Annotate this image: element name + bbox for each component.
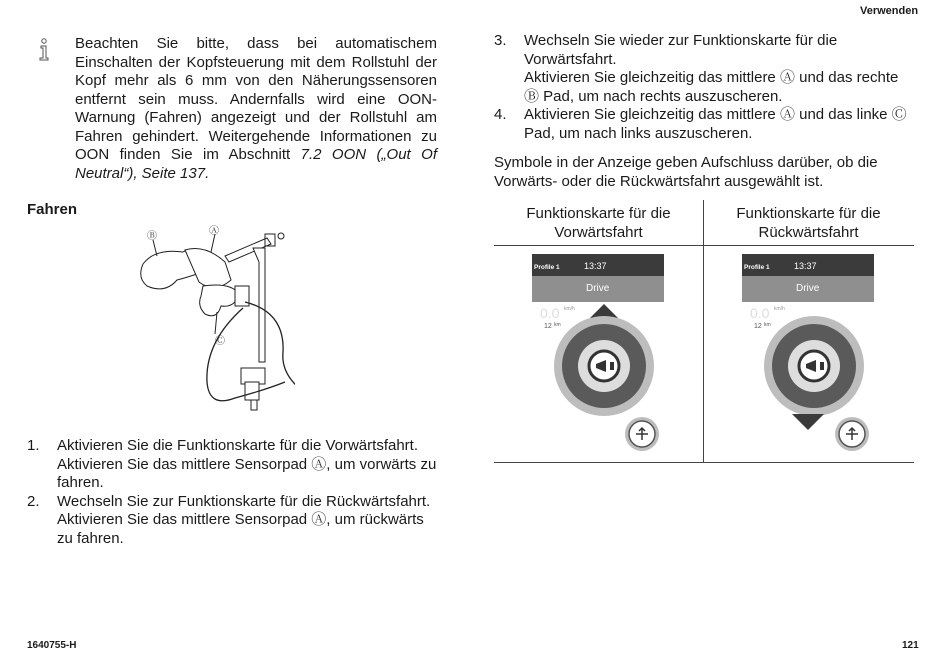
speed-unit: km/h bbox=[564, 306, 575, 312]
odometer-unit: km bbox=[554, 322, 561, 328]
clock-text: 13:37 bbox=[794, 261, 817, 271]
list-item bbox=[27, 437, 443, 493]
figure-label-c: Ⓒ bbox=[215, 336, 225, 347]
list-item bbox=[27, 493, 443, 549]
list-item bbox=[494, 32, 914, 106]
page-number: 121 bbox=[902, 640, 919, 651]
display-screen-forward bbox=[532, 254, 664, 454]
clock-text: 13:37 bbox=[584, 261, 607, 271]
step-number: 1. bbox=[27, 437, 40, 454]
speed-unit: km/h bbox=[774, 306, 785, 312]
speed-value: 0.0 bbox=[540, 305, 560, 321]
info-note bbox=[75, 35, 437, 183]
function-card-table bbox=[494, 200, 914, 463]
section-heading: Fahren bbox=[27, 201, 78, 218]
figure-label-a: Ⓐ bbox=[209, 226, 219, 237]
figure-label-b: Ⓑ bbox=[147, 231, 157, 242]
list-item bbox=[494, 106, 914, 143]
running-header: Verwenden bbox=[860, 5, 919, 17]
note-text: Beachten Sie bitte, dass bei automatischem Einschalten der Kopfsteuerung mit dem Rollstuhl der Kopf mehr als 6 mm von den Näherungssensoren entfernt sein muss. Andernfalls wird eine OON-Warnung (Fahren) angezeigt und der Rollstuhl am Fahren gehindert. Weitergehende Informationen zu OON finden Sie im Abschnitt bbox=[75, 35, 437, 163]
table-header-forward: Funktionskarte für die Vorwärtsfahrt bbox=[526, 205, 671, 241]
odometer-value: 12 bbox=[754, 323, 762, 330]
odometer-value: 12 bbox=[544, 323, 552, 330]
step-text: Wechseln Sie zur Funktionskarte für die Rückwärtsfahrt. Aktivieren Sie das mittlere Sensorpad Ⓐ, um rückwärts zu fahren. bbox=[57, 492, 431, 547]
step-number: 2. bbox=[27, 492, 40, 510]
speed-value: 0.0 bbox=[750, 305, 770, 321]
forward-arrow-icon bbox=[590, 304, 618, 318]
step-text: Aktivieren Sie die Funktionskarte für die Vorwärtsfahrt. Aktivieren Sie das mittlere Sensorpad Ⓐ, um vorwärts zu fahren. bbox=[57, 437, 437, 491]
display-screen-reverse bbox=[742, 254, 874, 454]
step-text: Wechseln Sie wieder zur Funktionskarte für die Vorwärtsfahrt. bbox=[524, 32, 838, 68]
step-number: 4. bbox=[494, 106, 507, 123]
head-array-illustration bbox=[135, 222, 295, 412]
steps-list-left bbox=[27, 437, 443, 548]
table-header-reverse: Funktionskarte für die Rückwärtsfahrt bbox=[736, 205, 881, 241]
step-text: Aktivieren Sie gleichzeitig das mittlere Ⓐ und das linke Ⓒ Pad, um nach links auszuscheren. bbox=[524, 106, 907, 142]
steps-list-right bbox=[494, 32, 914, 143]
odometer-unit: km bbox=[764, 322, 771, 328]
note-cross-reference: 7.2 OON („Out Of Neutral“), Seite 137. bbox=[75, 146, 437, 182]
reverse-arrow-icon bbox=[792, 414, 824, 430]
info-icon bbox=[38, 38, 52, 62]
step-number: 3. bbox=[494, 32, 507, 49]
profile-label: Profile 1 bbox=[534, 264, 560, 271]
document-number: 1640755-H bbox=[27, 640, 77, 651]
step-text-continuation: Aktivieren Sie gleichzeitig das mittlere Ⓐ und das rechte Ⓑ Pad, um nach rechts auszuscheren. bbox=[524, 69, 899, 105]
profile-label: Profile 1 bbox=[744, 264, 770, 271]
mode-label: Drive bbox=[796, 283, 820, 294]
mode-label: Drive bbox=[586, 283, 610, 294]
symbols-paragraph: Symbole in der Anzeige geben Aufschluss darüber, ob die Vorwärts- oder die Rückwärtsfahrt ausgewählt ist. bbox=[494, 154, 878, 190]
